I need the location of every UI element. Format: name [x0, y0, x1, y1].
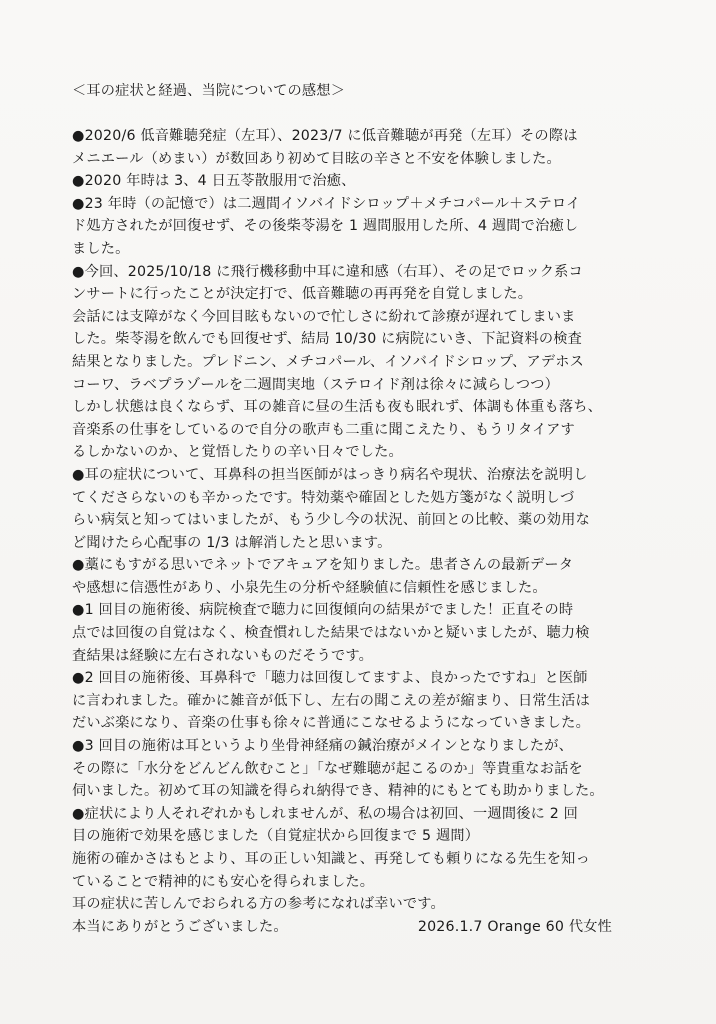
body-line: コーワ、ラベプラゾールを二週間実地（ステロイド剤は徐々に減らしつつ） [72, 376, 560, 393]
body-line: 施術の確かさはもとより、耳の正しい知識と、再発しても頼りになる先生を知っ [72, 851, 590, 867]
body-line: ました。 [72, 240, 130, 257]
body-line: 結果となりました。プレドニン、メチコパール、イソバイドシロップ、アデホス [72, 353, 584, 370]
body-line: ●2020 年時は 3、4 日五苓散服用で治癒、 [72, 173, 356, 190]
body-line: 会話には支障がなく今回目眩もないので忙しさに紛れて診療が遅れてしまいま [72, 308, 576, 325]
body-line: ●2020/6 低音難聴発症（左耳）、2023/7 に低音難聴が再発（左耳）その際は [72, 128, 578, 144]
body-line: 査結果は経験に左右されないものだそうです。 [72, 647, 374, 664]
body-line: 点では回復の自覚はなく、検査慣れした結果ではないかと疑いましたが、聴力検 [72, 625, 590, 642]
body-line: ンサートに行ったことが決定打で、低音難聴の再再発を自覚しました。 [72, 286, 533, 303]
body-line: ●1 回目の施術後、病院検査で聴力に回復傾向の結果がでました！正直その時 [72, 602, 574, 619]
body-line: らい病気と知ってはいましたが、もう少し今の状況、前回との比較、薬の効用な [72, 512, 590, 529]
body-line: だいぶ楽になり、音楽の仕事も徐々に普通にこなせるようになっていきました。 [72, 715, 590, 732]
closing-text: 本当にありがとうございました。 [72, 918, 288, 935]
body-line: ど聞けたら心配事の 1/3 は解消したと思います。 [72, 534, 392, 551]
body-line: や感想に信憑性があり、小泉先生の分析や経験値に信頼性を感じました。 [72, 579, 547, 596]
body-line: ●23 年時（の記憶で）は二週間イソバイドシロップ＋メチコパール＋ステロイ [72, 195, 581, 212]
body-line: ●3 回目の施術は耳というより坐骨神経痛の鍼治療がメインとなりましたが、 [72, 738, 574, 755]
body-line: ●今回、2025/10/18 に飛行機移動中耳に違和感（右耳）、その足でロック系コ [72, 263, 583, 280]
body-line: ●藁にもすがる思いでネットでアキュアを知りました。患者さんの最新データ [72, 557, 574, 574]
body-line: しかし状態は良くならず、耳の雑音に昼の生活も夜も眠れず、体調も体重も落ち、 [72, 399, 603, 416]
body-line: ド処方されたが回復せず、その後柴苓湯を 1 週間服用した所、4 週間で治癒し [72, 218, 579, 235]
body-line: 目の施術で効果を感じました（自覚症状から回復まで 5 週間） [72, 828, 480, 845]
date-signature: 2026.1.7 Orange 60 代女性 [417, 918, 612, 935]
signoff-line [72, 916, 612, 939]
body-line: した。柴苓湯を飲んでも回復せず、結局 10/30 に病院にいき、下記資料の検査 [72, 331, 583, 348]
body-line: ていることで精神的にも安心を得られました。 [72, 873, 375, 890]
body-line: 音楽系の仕事をしているので自分の歌声も二重に聞こえたり、もうリタイアす [72, 421, 575, 438]
body-line: に言われました。確かに雑音が低下し、左右の聞こえの差が縮まり、日常生活は [72, 692, 590, 709]
body-line: るしかないのか、と覚悟したりの辛い日々でした。 [72, 444, 403, 461]
letter-body [72, 125, 652, 938]
letter-title: ＜耳の症状と経過、当院についての感想＞ [72, 83, 346, 99]
body-line: その際に「水分をどんどん飲むこと」「なぜ難聴が起こるのか」等貴重なお話を [72, 760, 583, 777]
body-line: てくださらないのも辛かったです。特効薬や確固とした処方箋がなく説明しづ [72, 489, 575, 506]
body-line: ●症状により人それぞれかもしれませんが、私の場合は初回、一週間後に 2 回 [72, 805, 579, 822]
body-line: 耳の症状に苦しんでおられる方の参考になれば幸いです。 [72, 896, 445, 913]
body-line: 伺いました。初めて耳の知識を得られ納得でき、精神的にもとても助かりました。 [72, 783, 604, 800]
body-line: メニエール（めまい）が数回あり初めて目眩の辛さと不安を体験しました。 [72, 150, 561, 167]
body-line: ●耳の症状について、耳鼻科の担当医師がはっきり病名や現状、治療法を説明し [72, 466, 588, 483]
body-line: ●2 回目の施術後、耳鼻科で「聴力は回復してますよ、良かったですね」と医師 [72, 670, 588, 687]
